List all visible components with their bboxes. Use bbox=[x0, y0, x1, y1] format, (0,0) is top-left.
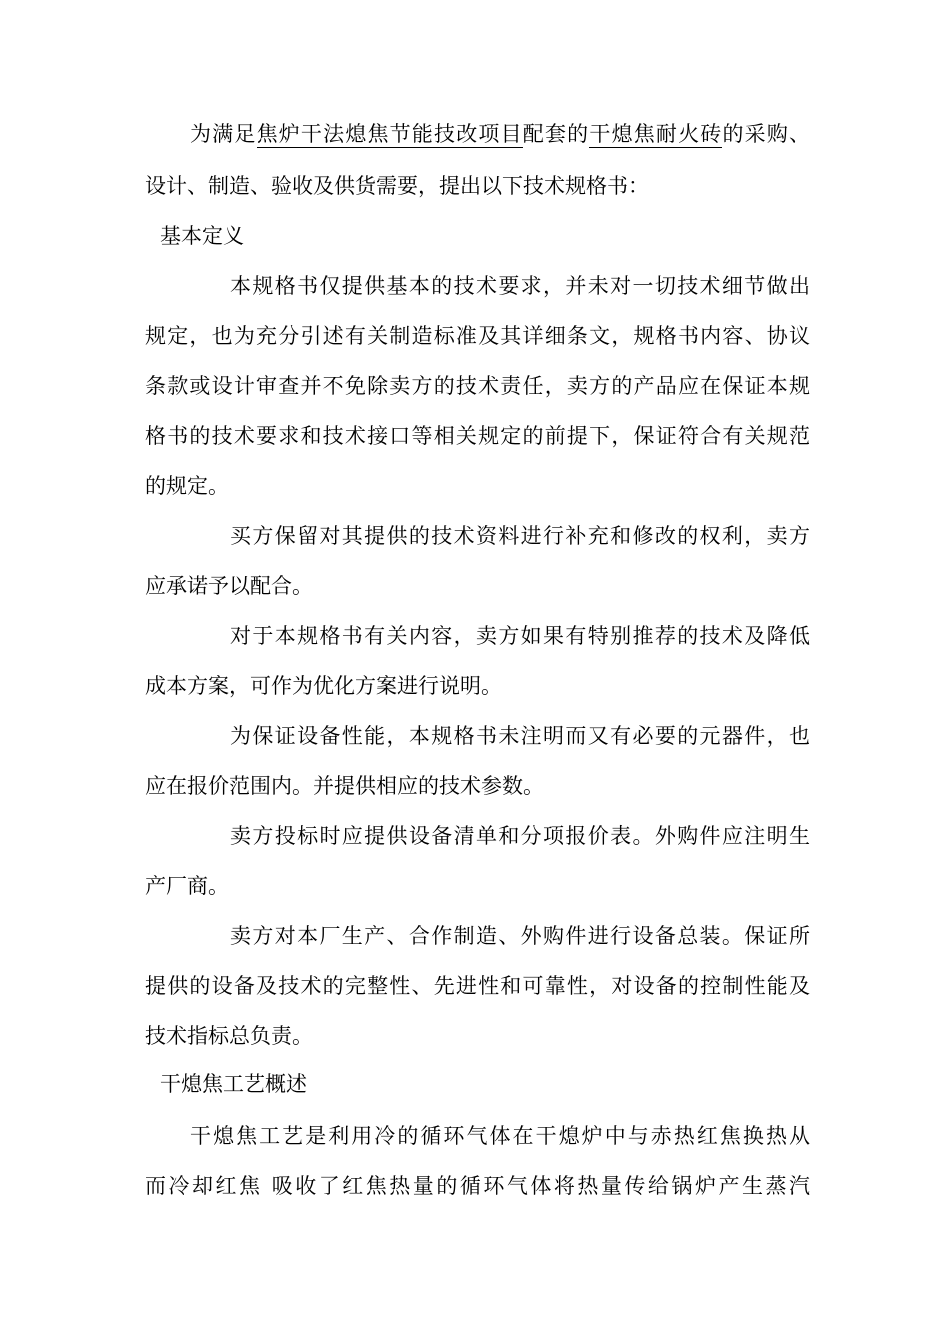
paragraph-line: 本规格书仅提供基本的技术要求，并未对一切技术细节做出 bbox=[230, 274, 810, 298]
project-name: 焦炉干法熄焦节能技改项目 bbox=[256, 122, 523, 146]
intro-prefix: 为满足 bbox=[190, 122, 257, 146]
paragraph-line: 而冷却红焦 吸收了红焦热量的循环气体将热量传给锅炉产生蒸汽 bbox=[145, 1174, 810, 1198]
paragraph-line: 卖方对本厂生产、合作制造、外购件进行设备总装。保证所 bbox=[230, 924, 810, 948]
section-heading-cdq-process-overview: 干熄焦工艺概述 bbox=[160, 1072, 307, 1096]
paragraph-line: 卖方投标时应提供设备清单和分项报价表。外购件应注明生 bbox=[230, 824, 810, 848]
intro-suffix: 的采购、 bbox=[722, 122, 811, 146]
paragraph-line: 干熄焦工艺是利用冷的循环气体在干熄炉中与赤热红焦换热从 bbox=[190, 1124, 810, 1148]
paragraph-line: 应承诺予以配合。 bbox=[145, 574, 313, 598]
section-heading-basic-definition: 基本定义 bbox=[160, 224, 244, 248]
intro-mid: 配套的 bbox=[522, 122, 590, 146]
paragraph-line: 的规定。 bbox=[145, 474, 229, 498]
paragraph-line: 规定，也为充分引述有关制造标准及其详细条文，规格书内容、协议 bbox=[145, 324, 810, 348]
paragraph-line: 成本方案，可作为优化方案进行说明。 bbox=[145, 674, 502, 698]
paragraph-line: 提供的设备及技术的完整性、先进性和可靠性，对设备的控制性能及 bbox=[145, 974, 810, 998]
paragraph-line: 条款或设计审查并不免除卖方的技术责任，卖方的产品应在保证本规 bbox=[145, 374, 810, 398]
paragraph-line: 为保证设备性能，本规格书未注明而又有必要的元器件，也 bbox=[230, 724, 810, 748]
paragraph-line: 格书的技术要求和技术接口等相关规定的前提下，保证符合有关规范 bbox=[145, 424, 810, 448]
item-name: 干熄焦耐火砖 bbox=[589, 122, 723, 146]
paragraph-line: 产厂商。 bbox=[145, 874, 229, 898]
paragraph-line: 技术指标总负责。 bbox=[145, 1024, 313, 1048]
paragraph-line: 买方保留对其提供的技术资料进行补充和修改的权利，卖方 bbox=[230, 524, 810, 548]
intro-line-2: 设计、制造、验收及供货需要，提出以下技术规格书： bbox=[145, 174, 649, 198]
paragraph-line: 应在报价范围内。并提供相应的技术参数。 bbox=[145, 774, 544, 798]
paragraph-line: 对于本规格书有关内容，卖方如果有特别推荐的技术及降低 bbox=[230, 624, 810, 648]
intro-line-1 bbox=[190, 120, 810, 148]
